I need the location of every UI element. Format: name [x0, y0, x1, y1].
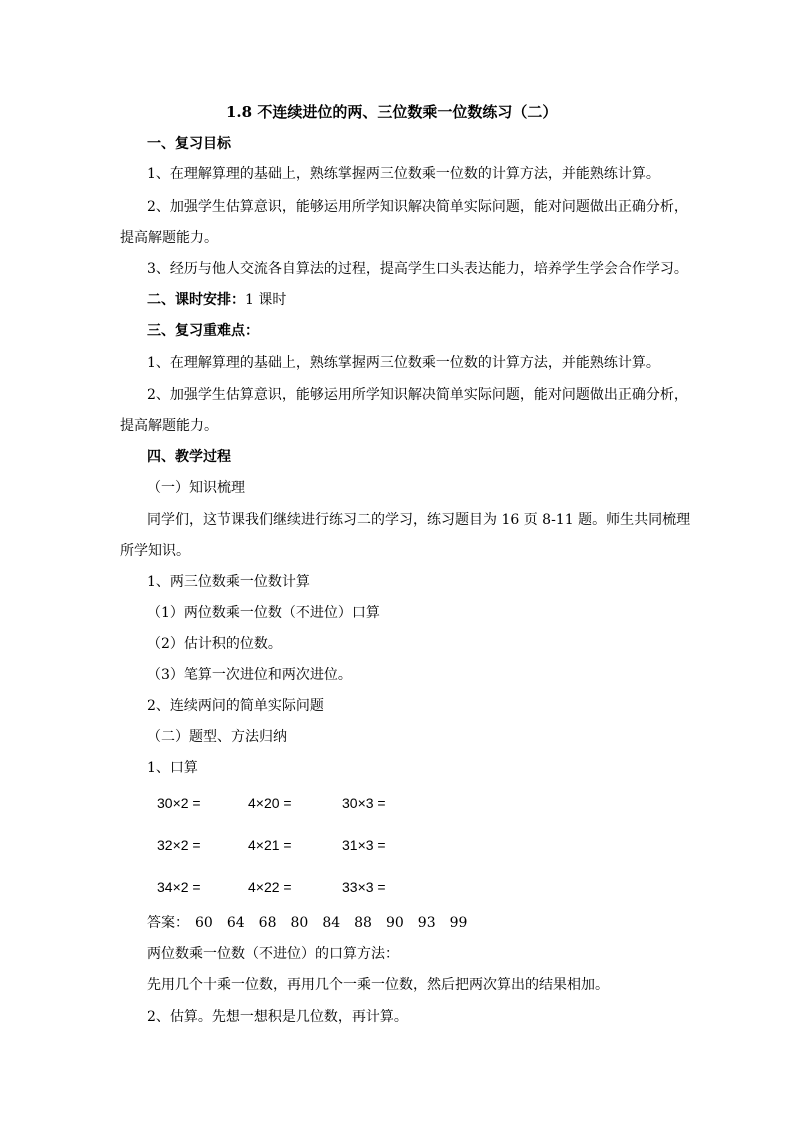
answers-label: 答案：	[147, 915, 189, 931]
method-title: 两位数乘一位数（不进位）的口算方法：	[147, 946, 399, 962]
question-2-heading: 2、估算。先想一想积是几位数，再计算。	[147, 1009, 408, 1025]
key-point-2-line1: 2、加强学生估算意识，能够运用所学知识解决简单实际问题，能对问题做出正确分析，	[147, 387, 688, 403]
knowledge-item-2: 2、连续两问的简单实际问题	[147, 698, 324, 714]
intro-line1: 同学们，这节课我们继续进行练习二的学习，练习题目为 16 页 8-11 题。师生共同梳理	[147, 512, 691, 528]
goal-item-3: 3、经历与他人交流各自算法的过程，提高学生口头表达能力，培养学生学会合作学习。	[147, 261, 688, 277]
knowledge-item-1-1: （1）两位数乘一位数（不进位）口算	[147, 605, 380, 621]
schedule-line	[147, 291, 286, 309]
subsection-knowledge: （一）知识梳理	[147, 480, 245, 496]
subsection-methods: （二）题型、方法归纳	[147, 729, 287, 745]
calc-r1-c2: 4×20 =	[248, 795, 292, 811]
answer-value: 80	[290, 915, 309, 931]
answer-value: 84	[322, 915, 341, 931]
question-1-heading: 1、口算	[147, 760, 198, 776]
section-heading-goals: 一、复习目标	[147, 136, 231, 152]
document-title: 1.8 不连续进位的两、三位数乘一位数练习（二）	[226, 103, 558, 121]
calc-r2-c2: 4×21 =	[248, 837, 292, 853]
calc-r2-c3: 31×3 =	[342, 837, 386, 853]
key-point-1: 1、在理解算理的基础上，熟练掌握两三位数乘一位数的计算方法，并能熟练计算。	[147, 355, 660, 371]
answer-value: 90	[385, 915, 404, 931]
knowledge-item-1-3: （3）笔算一次进位和两次进位。	[147, 667, 352, 683]
answer-value: 99	[449, 915, 468, 931]
section-heading-schedule: 二、课时安排：	[147, 292, 245, 308]
section-heading-process: 四、教学过程	[147, 449, 231, 465]
answer-value: 60	[195, 915, 213, 931]
knowledge-item-1-2: （2）估计积的位数。	[147, 636, 282, 652]
answer-value: 93	[417, 915, 436, 931]
goal-item-1: 1、在理解算理的基础上，熟练掌握两三位数乘一位数的计算方法，并能熟练计算。	[147, 166, 660, 182]
calc-r1-c1: 30×2 =	[157, 795, 201, 811]
answer-value: 64	[226, 915, 245, 931]
goal-item-2-line2: 提高解题能力。	[120, 230, 218, 246]
calc-r2-c1: 32×2 =	[157, 837, 201, 853]
schedule-value: 1 课时	[245, 292, 287, 308]
calc-r3-c2: 4×22 =	[248, 879, 292, 895]
intro-line2: 所学知识。	[120, 543, 190, 559]
key-point-2-line2: 提高解题能力。	[120, 418, 218, 434]
calc-r3-c1: 34×2 =	[157, 879, 201, 895]
goal-item-2-line1: 2、加强学生估算意识，能够运用所学知识解决简单实际问题，能对问题做出正确分析，	[147, 199, 688, 215]
answer-value: 88	[354, 915, 372, 931]
answer-value: 68	[258, 915, 277, 931]
calc-r1-c3: 30×3 =	[342, 795, 386, 811]
section-heading-key-points: 三、复习重难点：	[147, 323, 259, 339]
calc-r3-c3: 33×3 =	[342, 879, 386, 895]
knowledge-item-1: 1、两三位数乘一位数计算	[147, 574, 310, 590]
method-body: 先用几个十乘一位数，再用几个一乘一位数，然后把两次算出的结果相加。	[147, 977, 609, 993]
answers-line	[147, 914, 481, 932]
